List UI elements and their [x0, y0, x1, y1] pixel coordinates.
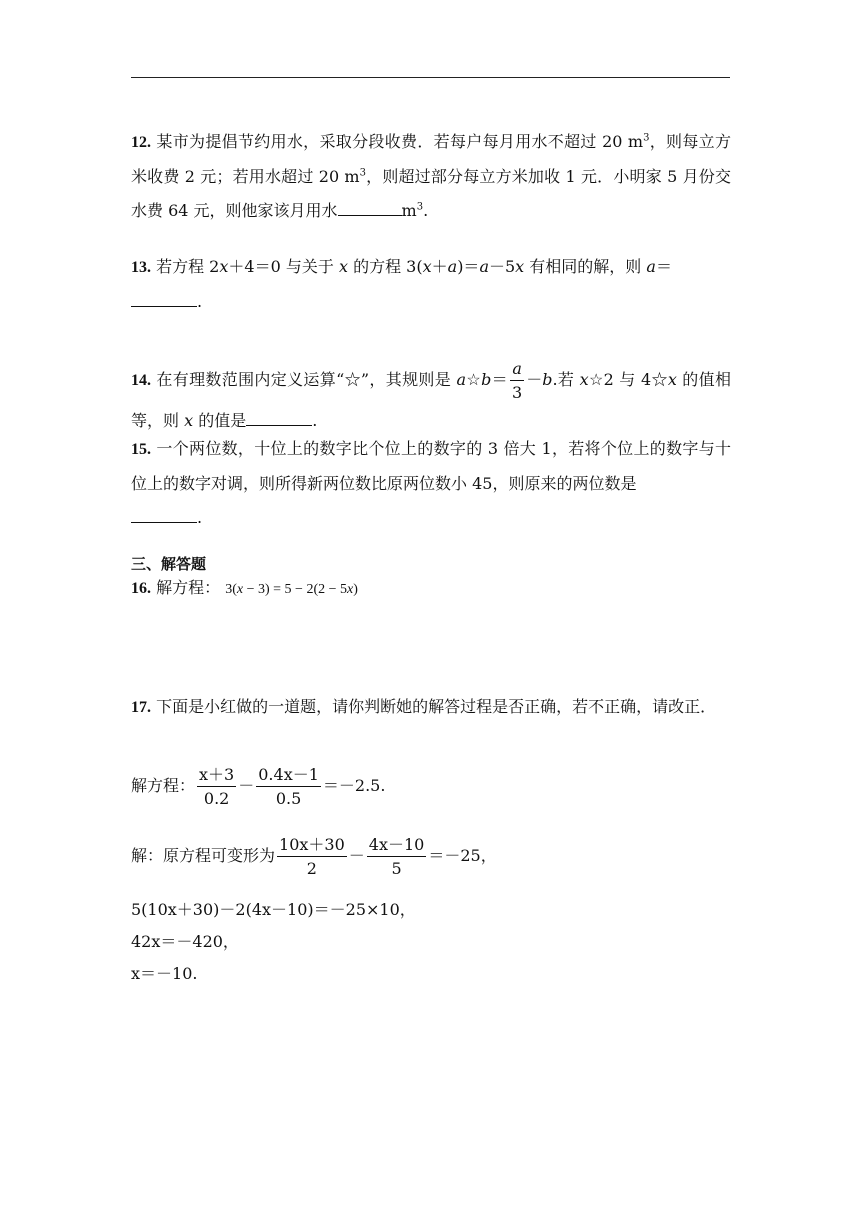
header-rule [131, 77, 730, 78]
answer-blank[interactable] [131, 292, 197, 307]
question-number: 15. [131, 441, 151, 458]
fraction: $\frac{10x+30}{2}$ [279, 834, 345, 878]
answer-blank[interactable] [338, 201, 402, 216]
solution-transform: 解：原方程可变形为 $\frac{10x+30}{2}$ － $\frac{4x-10}{5}$ ＝－25， [131, 834, 497, 878]
question-14: 14. 在有理数范围内定义运算“☆”，其规则是 a☆b＝ $\frac{a}{3}$ －b.若 x☆2 与 4☆x 的值相等，则 x 的值是 . [131, 358, 731, 430]
question-number: 16. [131, 580, 151, 597]
fraction: $\frac{x+3}{0.2}$ [199, 764, 235, 808]
equation: 3(x − 3) = 5 − 2(2 − 5x) [225, 582, 358, 597]
question-number: 14. [131, 372, 151, 389]
question-number: 12. [131, 134, 151, 151]
solution-step-3: x＝－10. [131, 964, 198, 983]
solution-step-2: 42x＝－420， [131, 932, 239, 951]
question-15: 15. 一个两位数，十位上的数字比个位上的数字的 3 倍大 1，若将个位上的数字与十位上的数字对调，则所得新两位数比原两位数小 45，则原来的两位数是 . [131, 439, 732, 527]
given-equation: 解方程： $\frac{x+3}{0.2}$ － $\frac{0.4x-1}{0.5}$ ＝－2.5. [131, 764, 386, 808]
solution-step-1: 5(10x＋30)－2(4x－10)＝－25×10， [131, 900, 416, 919]
section-title: 三、解答题 [131, 555, 207, 573]
question-12: 12. 某市为提倡节约用水，采取分段收费．若每户每月用水不超过 20 $m^3$，则每立方米收费 2 元；若用水超过 20 $m^3$，则超过部分每立方米加收 1 元．小明家 5 月份交水费 64 元，则他家该月用水 $m^3$. [131, 132, 731, 220]
question-number: 13. [131, 259, 151, 276]
question-number: 17. [131, 699, 151, 716]
answer-blank[interactable] [131, 508, 197, 523]
fraction: $\frac{4x-10}{5}$ [368, 834, 425, 878]
answer-blank[interactable] [246, 411, 312, 426]
question-16: 16. 解方程： 3(x − 3) = 5 − 2(2 − 5x) [131, 578, 358, 597]
question-17: 17. 下面是小红做的一道题，请你判断她的解答过程是否正确，若不正确，请改正． [131, 697, 717, 716]
fraction-a-over-3: $\frac{a}{3}$ [512, 358, 523, 402]
question-13: 13. 若方程 2x＋4＝0 与关于 x 的方程 3(x＋a)＝a－5x 有相同的解，则 a＝ . [131, 257, 672, 311]
fraction: $\frac{0.4x-1}{0.5}$ [258, 764, 319, 808]
